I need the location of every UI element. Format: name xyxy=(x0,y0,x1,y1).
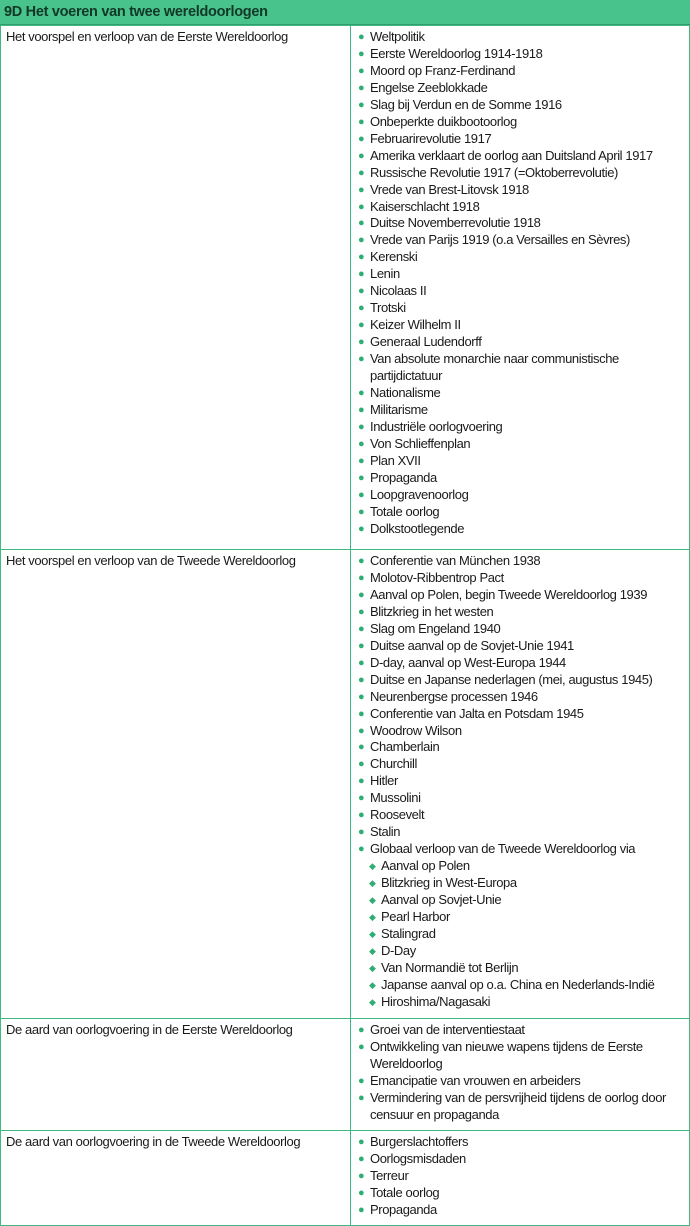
list-item xyxy=(357,773,689,790)
list-item-text: Globaal verloop van de Tweede Wereldoorlog via xyxy=(370,841,636,857)
list-item-text: Industriële oorlogvoering xyxy=(370,418,503,434)
list-item-text: Roosevelt xyxy=(370,807,425,823)
list-item xyxy=(357,672,689,689)
list-item-text: Militarisme xyxy=(370,401,428,417)
bullet-icon: ● xyxy=(358,387,365,400)
list-item-text: Keizer Wilhelm II xyxy=(370,317,461,333)
bullet-icon: ● xyxy=(358,81,365,94)
bullet-icon: ● xyxy=(358,149,365,162)
bullet-icon: ● xyxy=(358,454,365,467)
bullet-icon: ● xyxy=(358,115,365,128)
list-item-text: Woodrow Wilson xyxy=(370,722,462,738)
list-item-text: D-Day xyxy=(381,942,416,958)
list-item xyxy=(357,587,689,604)
list-item xyxy=(357,148,689,165)
list-item-text: Conferentie van Jalta en Potsdam 1945 xyxy=(370,705,584,721)
list-item-text: Hiroshima/Nagasaki xyxy=(381,993,491,1009)
list-item-text: Slag om Engeland 1940 xyxy=(370,620,501,636)
list-item-text: Russische Revolutie 1917 (=Oktoberrevolutie) xyxy=(370,164,618,180)
list-item xyxy=(357,1039,689,1073)
list-item-text: Amerika verklaart de oorlog aan Duitsland April 1917 xyxy=(370,147,653,163)
list-item-text: Aanval op Polen xyxy=(381,858,470,874)
bullet-icon: ● xyxy=(358,132,365,145)
list-item-text: Aanval op Polen, begin Tweede Wereldoorlog 1939 xyxy=(370,586,648,602)
list-item-text: Hitler xyxy=(370,773,398,789)
topic-cell: Het voorspel en verloop van de Eerste Wereldoorlog xyxy=(1,26,351,550)
bullet-icon: ● xyxy=(358,1152,365,1165)
list-item xyxy=(357,487,689,504)
sub-list-item xyxy=(357,994,689,1011)
bullet-icon: ● xyxy=(358,1074,365,1087)
list-item-text: Februarirevolutie 1917 xyxy=(370,130,492,146)
list-item-text: Stalingrad xyxy=(381,925,436,941)
list-item-text: Pearl Harbor xyxy=(381,909,450,925)
bullet-icon: ● xyxy=(358,353,365,366)
bullet-icon: ● xyxy=(358,471,365,484)
list-item xyxy=(357,165,689,182)
bullet-icon: ● xyxy=(358,826,365,839)
sub-list-item xyxy=(357,960,689,977)
bullet-icon: ◆ xyxy=(369,861,376,872)
bullet-icon: ◆ xyxy=(369,945,376,956)
list-item-text: Blitzkrieg in West-Europa xyxy=(381,875,517,891)
bullet-icon: ● xyxy=(358,707,365,720)
list-item xyxy=(357,604,689,621)
sub-list-item xyxy=(357,909,689,926)
bullet-icon: ● xyxy=(358,1136,365,1148)
topic-cell: Het voorspel en verloop van de Tweede Wereldoorlog xyxy=(1,550,351,1019)
sub-list-item xyxy=(357,926,689,943)
bullet-icon: ● xyxy=(358,724,365,737)
list-item xyxy=(357,739,689,756)
list-item xyxy=(357,1185,689,1202)
list-item xyxy=(357,453,689,470)
list-item-text: Vermindering van de persvrijheid tijdens de oorlog door censuur en propaganda xyxy=(370,1089,666,1122)
list-item-text: Van absolute monarchie naar communistische partijdictatuur xyxy=(370,351,619,384)
bullet-icon: ◆ xyxy=(369,895,376,906)
list-item-text: Propaganda xyxy=(370,1201,437,1217)
list-item xyxy=(357,553,689,570)
list-item xyxy=(357,841,689,858)
bullet-icon: ● xyxy=(358,622,365,635)
list-item-text: D-day, aanval op West-Europa 1944 xyxy=(370,654,566,670)
bullet-icon: ● xyxy=(358,319,365,332)
list-item-text: Burgerslachtoffers xyxy=(370,1134,469,1149)
list-item-text: Totale oorlog xyxy=(370,503,440,519)
list-item xyxy=(357,655,689,672)
bullet-icon: ● xyxy=(358,302,365,315)
list-item-text: Vrede van Brest-Litovsk 1918 xyxy=(370,181,529,197)
sub-list-item xyxy=(357,943,689,960)
list-item xyxy=(357,266,689,283)
list-item-text: Molotov-Ribbentrop Pact xyxy=(370,569,504,585)
bullet-icon: ● xyxy=(358,200,365,213)
bullet-icon: ● xyxy=(358,505,365,518)
list-item xyxy=(357,97,689,114)
bullet-icon: ● xyxy=(358,1169,365,1182)
bullet-icon: ● xyxy=(358,1024,365,1036)
items-cell xyxy=(351,1019,690,1131)
list-item-text: Slag bij Verdun en de Somme 1916 xyxy=(370,96,562,112)
sub-list-item xyxy=(357,892,689,909)
list-item-text: Kaiserschlacht 1918 xyxy=(370,198,480,214)
list-item-text: Trotski xyxy=(370,300,406,316)
list-item xyxy=(357,570,689,587)
bullet-icon: ● xyxy=(358,47,365,60)
bullet-icon: ● xyxy=(358,98,365,111)
bullet-icon: ● xyxy=(358,1203,365,1216)
bullet-icon: ● xyxy=(358,1186,365,1199)
list-item-text: Duitse Novemberrevolutie 1918 xyxy=(370,215,541,231)
bullet-icon: ● xyxy=(358,183,365,196)
list-item-text: Eerste Wereldoorlog 1914-1918 xyxy=(370,45,543,61)
list-item-text: Duitse en Japanse nederlagen (mei, augustus 1945) xyxy=(370,671,653,687)
bullet-icon: ● xyxy=(358,741,365,754)
list-item-text: Onbeperkte duikbootoorlog xyxy=(370,113,517,129)
sub-list-item xyxy=(357,875,689,892)
list-item-text: Weltpolitik xyxy=(370,29,425,44)
list-item-text: Terreur xyxy=(370,1167,409,1183)
list-item xyxy=(357,215,689,232)
list-item-text: Kerenski xyxy=(370,249,418,265)
list-item xyxy=(357,283,689,300)
list-item xyxy=(357,824,689,841)
list-item xyxy=(357,521,689,538)
bullet-icon: ◆ xyxy=(369,979,376,990)
list-item-text: Chamberlain xyxy=(370,739,440,755)
bullet-icon: ● xyxy=(358,420,365,433)
list-item xyxy=(357,504,689,521)
list-item-text: Nationalisme xyxy=(370,385,441,401)
bullet-icon: ◆ xyxy=(369,878,376,889)
list-item-text: Loopgravenoorlog xyxy=(370,486,469,502)
topic-cell: De aard van oorlogvoering in de Tweede Wereldoorlog xyxy=(1,1131,351,1226)
list-item xyxy=(357,249,689,266)
list-item-text: Propaganda xyxy=(370,469,437,485)
list-item xyxy=(357,131,689,148)
bullet-icon: ● xyxy=(358,656,365,669)
list-item xyxy=(357,638,689,655)
bullet-icon: ● xyxy=(358,758,365,771)
bullet-icon: ◆ xyxy=(369,962,376,973)
bullet-icon: ● xyxy=(358,268,365,281)
list-item xyxy=(357,621,689,638)
list-item xyxy=(357,334,689,351)
list-item-text: Blitzkrieg in het westen xyxy=(370,603,494,619)
list-item-text: Lenin xyxy=(370,266,400,282)
list-item xyxy=(357,1090,689,1124)
bullet-icon: ● xyxy=(358,166,365,179)
bullet-icon: ◆ xyxy=(369,928,376,939)
list-item-text: Groei van de interventiestaat xyxy=(370,1022,525,1037)
list-item xyxy=(357,385,689,402)
list-item xyxy=(357,29,689,46)
list-item xyxy=(357,199,689,216)
bullet-icon: ● xyxy=(358,792,365,805)
list-item-text: Stalin xyxy=(370,824,401,840)
bullet-icon: ● xyxy=(358,555,365,567)
item-list xyxy=(357,1022,689,1124)
list-item xyxy=(357,232,689,249)
list-item xyxy=(357,790,689,807)
bullet-icon: ● xyxy=(358,690,365,703)
list-item xyxy=(357,317,689,334)
bullet-icon: ● xyxy=(358,285,365,298)
list-item-text: Moord op Franz-Ferdinand xyxy=(370,62,516,78)
bullet-icon: ◆ xyxy=(369,996,376,1007)
list-item xyxy=(357,419,689,436)
list-item xyxy=(357,63,689,80)
bullet-icon: ● xyxy=(358,31,365,43)
list-item-text: Von Schlieffenplan xyxy=(370,435,471,451)
list-item-text: Churchill xyxy=(370,756,417,772)
item-list xyxy=(357,29,689,538)
list-item xyxy=(357,1134,689,1151)
list-item xyxy=(357,689,689,706)
bullet-icon: ● xyxy=(358,336,365,349)
list-item xyxy=(357,706,689,723)
list-item xyxy=(357,351,689,385)
list-item-text: Duitse aanval op de Sovjet-Unie 1941 xyxy=(370,637,574,653)
bullet-icon: ● xyxy=(358,251,365,264)
items-cell xyxy=(351,26,690,550)
list-item xyxy=(357,1073,689,1090)
list-item xyxy=(357,114,689,131)
table-row xyxy=(1,1131,690,1226)
section-title: 9D Het voeren van twee wereldoorlogen xyxy=(0,0,690,25)
bullet-icon: ● xyxy=(358,639,365,652)
bullet-icon: ● xyxy=(358,605,365,618)
item-list xyxy=(357,1134,689,1219)
table-row xyxy=(1,1019,690,1131)
list-item xyxy=(357,1022,689,1039)
list-item-text: Van Normandië tot Berlijn xyxy=(381,959,519,975)
items-cell xyxy=(351,550,690,1019)
sub-list-item xyxy=(357,977,689,994)
bullet-icon: ● xyxy=(358,1040,365,1053)
list-item xyxy=(357,46,689,63)
list-item-text: Japanse aanval op o.a. China en Nederlands-Indië xyxy=(381,976,655,992)
list-item xyxy=(357,300,689,317)
bullet-icon: ◆ xyxy=(369,912,376,923)
list-item xyxy=(357,807,689,824)
bullet-icon: ● xyxy=(358,437,365,450)
list-item-text: Vrede van Parijs 1919 (o.a Versailles en Sèvres) xyxy=(370,232,630,248)
bullet-icon: ● xyxy=(358,403,365,416)
list-item-text: Aanval op Sovjet-Unie xyxy=(381,892,502,908)
list-item xyxy=(357,1168,689,1185)
table-row xyxy=(1,26,690,550)
list-item-text: Totale oorlog xyxy=(370,1184,440,1200)
list-item-text: Mussolini xyxy=(370,790,421,806)
list-item-text: Neurenbergse processen 1946 xyxy=(370,688,538,704)
topic-cell: De aard van oorlogvoering in de Eerste Wereldoorlog xyxy=(1,1019,351,1131)
topics-table xyxy=(0,25,690,1226)
list-item-text: Emancipatie van vrouwen en arbeiders xyxy=(370,1072,581,1088)
bullet-icon: ● xyxy=(358,1091,365,1104)
bullet-icon: ● xyxy=(358,588,365,601)
bullet-icon: ● xyxy=(358,488,365,501)
list-item xyxy=(357,436,689,453)
bullet-icon: ● xyxy=(358,673,365,686)
bullet-icon: ● xyxy=(358,522,365,535)
list-item-text: Ontwikkeling van nieuwe wapens tijdens de Eerste Wereldoorlog xyxy=(370,1038,643,1071)
list-item xyxy=(357,80,689,97)
bullet-icon: ● xyxy=(358,809,365,822)
list-item xyxy=(357,182,689,199)
table-row xyxy=(1,550,690,1019)
list-item xyxy=(357,402,689,419)
items-cell xyxy=(351,1131,690,1226)
list-item-text: Dolkstootlegende xyxy=(370,520,465,536)
bullet-icon: ● xyxy=(358,571,365,584)
list-item-text: Nicolaas II xyxy=(370,283,427,299)
sub-list-item xyxy=(357,858,689,875)
item-list xyxy=(357,553,689,1011)
list-item-text: Oorlogsmisdaden xyxy=(370,1150,466,1166)
bullet-icon: ● xyxy=(358,843,365,856)
list-item xyxy=(357,470,689,487)
list-item xyxy=(357,756,689,773)
bullet-icon: ● xyxy=(358,234,365,247)
list-item-text: Generaal Ludendorff xyxy=(370,334,482,350)
list-item xyxy=(357,1202,689,1219)
list-item-text: Plan XVII xyxy=(370,452,421,468)
list-item xyxy=(357,723,689,740)
bullet-icon: ● xyxy=(358,775,365,788)
list-item xyxy=(357,1151,689,1168)
bullet-icon: ● xyxy=(358,64,365,77)
bullet-icon: ● xyxy=(358,217,365,230)
list-item-text: Conferentie van München 1938 xyxy=(370,553,541,568)
list-item-text: Engelse Zeeblokkade xyxy=(370,79,488,95)
